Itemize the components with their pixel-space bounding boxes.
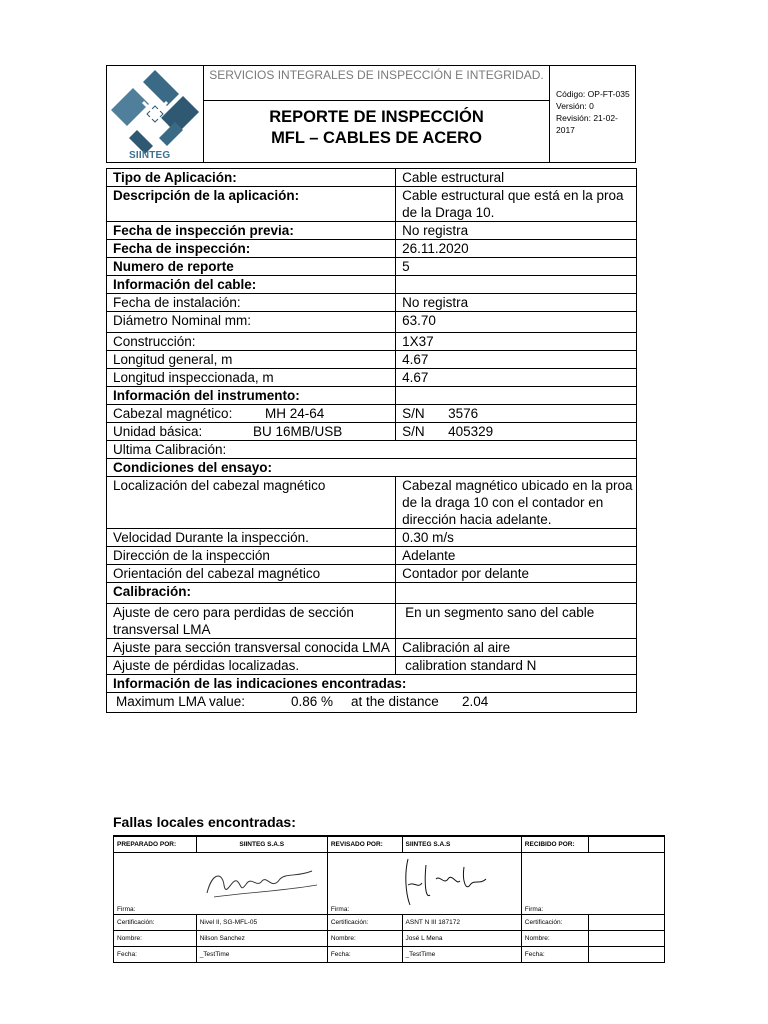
max-lma-label: Maximum LMA value:: [116, 694, 246, 709]
report-title-line2: MFL – CABLES DE ACERO: [271, 129, 482, 147]
table-row: [107, 405, 637, 423]
localizacion-label: Localización del cabezal magnético: [107, 477, 396, 529]
cert-rec: [588, 915, 664, 931]
fecha-label: Fecha:: [114, 947, 197, 963]
table-row: [107, 169, 637, 187]
cabezal-sn: 3576: [448, 406, 479, 421]
cert-label: Certificación:: [327, 915, 402, 931]
construccion-label: Construcción:: [107, 333, 396, 351]
unidad-sn: 405329: [448, 424, 494, 439]
fecha-prev-label: Fecha de inspección previa:: [107, 222, 396, 240]
table-row: [107, 441, 637, 459]
long-insp-value: 4.67: [396, 369, 637, 387]
fecha-insp-value: 26.11.2020: [396, 240, 637, 258]
cabezal-label: Cabezal magnético:: [113, 406, 233, 421]
empty-cell: [396, 387, 637, 405]
table-row: [107, 240, 637, 258]
sig-nombre-row: [114, 931, 665, 947]
signature-rev-icon: [400, 855, 500, 911]
revisado-value: SIINTEG S.A.S: [402, 836, 521, 853]
numero-value: 5: [396, 258, 637, 276]
revisado-label: REVISADO POR:: [327, 836, 402, 853]
company-logo: [107, 66, 204, 162]
unidad-model: BU 16MB/USB: [253, 424, 343, 439]
table-row: [107, 675, 637, 693]
numero-label: Numero de reporte: [107, 258, 396, 276]
long-insp-label: Longitud inspeccionada, m: [107, 369, 396, 387]
cabezal-cell: [107, 405, 396, 423]
fallas-title: Fallas locales encontradas:: [113, 814, 296, 830]
document-meta: [549, 66, 635, 162]
nombre-rec: [588, 931, 664, 947]
table-row: [107, 222, 637, 240]
report-title-line1: REPORTE DE INSPECCIÓN: [269, 108, 484, 126]
max-lma-value: 0.86 %: [291, 694, 334, 709]
construccion-value: 1X37: [396, 333, 637, 351]
diametro-label: Diámetro Nominal mm:: [107, 312, 396, 333]
firma-rev-cell: [327, 853, 521, 915]
table-row: [107, 529, 637, 547]
table-row: [107, 477, 637, 529]
report-title: [204, 102, 549, 162]
firma-label: Firma:: [330, 906, 350, 913]
company-name: SERVICIOS INTEGRALES DE INSPECCIÓN E INTEGRIDAD.: [204, 66, 549, 101]
firma-rec-cell: [521, 853, 664, 915]
unidad-sn-label: S/N: [402, 424, 425, 439]
preparado-value: SIINTEG S.A.S: [196, 836, 327, 853]
table-row: [107, 604, 637, 639]
revision: Revisión: 21-02-2017: [556, 113, 618, 135]
table-row: [107, 639, 637, 657]
signature-prep-icon: [202, 863, 322, 903]
calibracion-label: Calibración:: [107, 583, 396, 604]
ajuste-sec-value: Calibración al aire: [396, 639, 637, 657]
ajuste-cero-label: Ajuste de cero para perdidas de sección transversal LMA: [107, 604, 396, 639]
fecha-inst-label: Fecha de instalación:: [107, 294, 396, 312]
sig-firma-row: [114, 853, 665, 915]
fecha-label: Fecha:: [521, 947, 588, 963]
nombre-prep: Nilson Sanchez: [196, 931, 327, 947]
codigo: Código: OP-FT-035: [556, 89, 630, 99]
table-row: [107, 333, 637, 351]
info-instr-label: Información del instrumento:: [107, 387, 396, 405]
desc-label: Descripción de la aplicación:: [107, 187, 396, 222]
sig-fecha-row: [114, 947, 665, 963]
fecha-prev-value: No registra: [396, 222, 637, 240]
nombre-label: Nombre:: [114, 931, 197, 947]
unidad-label: Unidad básica:: [113, 424, 203, 439]
fecha-rev: _TestTime: [402, 947, 521, 963]
preparado-label: PREPARADO POR:: [114, 836, 197, 853]
orientacion-label: Orientación del cabezal magnético: [107, 565, 396, 583]
cert-prep: Nivel II, SG-MFL-05: [196, 915, 327, 931]
cabezal-model: MH 24-64: [265, 406, 325, 421]
velocidad-value: 0.30 m/s: [396, 529, 637, 547]
fecha-prep: _TestTime: [196, 947, 327, 963]
firma-prep-cell: [114, 853, 328, 915]
firma-label: Firma:: [117, 906, 136, 913]
tipo-value: Cable estructural: [396, 169, 637, 187]
cert-label: Certificación:: [521, 915, 588, 931]
info-cable-label: Información del cable:: [107, 276, 396, 294]
signature-table: [113, 835, 665, 963]
diametro-value: 63.70: [396, 312, 637, 333]
cabezal-sn-label: S/N: [402, 406, 425, 421]
table-row: [107, 187, 637, 222]
velocidad-label: Velocidad Durante la inspección.: [107, 529, 396, 547]
table-row: [107, 423, 637, 441]
table-row: [107, 459, 637, 477]
unidad-sn-cell: [396, 423, 637, 441]
empty-cell: [396, 583, 637, 604]
table-row: [107, 387, 637, 405]
firma-label: Firma:: [524, 906, 544, 913]
direccion-value: Adelante: [396, 547, 637, 565]
ajuste-perd-label: Ajuste de pérdidas localizadas.: [107, 657, 396, 675]
long-gen-label: Longitud general, m: [107, 351, 396, 369]
ajuste-cero-value: En un segmento sano del cable: [396, 604, 637, 639]
condiciones-label: Condiciones del ensayo:: [107, 459, 637, 477]
document-header: [106, 65, 636, 163]
tipo-label: Tipo de Aplicación:: [107, 169, 396, 187]
logo-icon: [107, 66, 203, 162]
distance-value: 2.04: [462, 694, 489, 709]
table-row: [107, 693, 637, 713]
max-lma-cell: [107, 693, 637, 713]
desc-value: Cable estructural que está en la proa de la Draga 10.: [396, 187, 637, 222]
cabezal-sn-cell: [396, 405, 637, 423]
unidad-cell: [107, 423, 396, 441]
localizacion-value: Cabezal magnético ubicado en la proa de la draga 10 con el contador en dirección hacia adelante.: [396, 477, 637, 529]
table-row: [107, 583, 637, 604]
nombre-label: Nombre:: [327, 931, 402, 947]
table-row: [107, 276, 637, 294]
nombre-rev: José L Mena: [402, 931, 521, 947]
logo-text: SIINTEG: [129, 150, 171, 161]
ajuste-sec-label: Ajuste para sección transversal conocida LMA: [107, 639, 396, 657]
table-row: [107, 351, 637, 369]
ajuste-perd-value: calibration standard N: [396, 657, 637, 675]
cert-rev: ASNT N III 187172: [402, 915, 521, 931]
recibido-value: [588, 836, 664, 853]
direccion-label: Dirección de la inspección: [107, 547, 396, 565]
orientacion-value: Contador por delante: [396, 565, 637, 583]
sig-cert-row: [114, 915, 665, 931]
fecha-label: Fecha:: [327, 947, 402, 963]
ultima-cal-label: Ultima Calibración:: [107, 441, 637, 459]
nombre-label: Nombre:: [521, 931, 588, 947]
table-row: [107, 547, 637, 565]
table-row: [107, 565, 637, 583]
table-row: [107, 258, 637, 276]
fecha-inst-value: No registra: [396, 294, 637, 312]
recibido-label: RECIBIDO POR:: [521, 836, 588, 853]
fecha-rec: [588, 947, 664, 963]
version: Versión: 0: [556, 101, 594, 111]
sig-header-row: [114, 836, 665, 853]
long-gen-value: 4.67: [396, 351, 637, 369]
indicaciones-label: Información de las indicaciones encontradas:: [107, 675, 637, 693]
table-row: [107, 657, 637, 675]
empty-cell: [396, 276, 637, 294]
table-row: [107, 294, 637, 312]
cert-label: Certificación:: [114, 915, 197, 931]
distance-label: at the distance: [351, 694, 439, 709]
table-row: [107, 369, 637, 387]
inspection-table: [106, 168, 637, 713]
table-row: [107, 312, 637, 333]
fecha-insp-label: Fecha de inspección:: [107, 240, 396, 258]
